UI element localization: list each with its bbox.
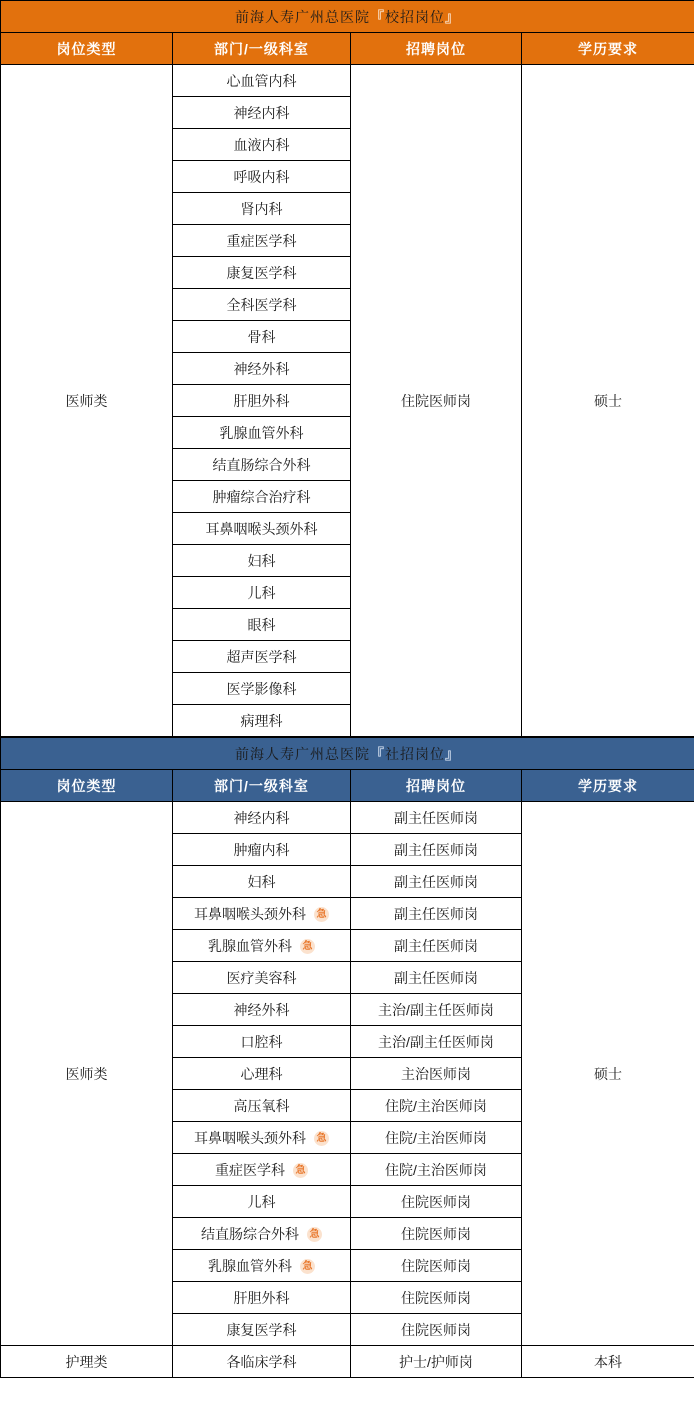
nursing-category-cell: 护理类 [1,1346,173,1378]
campus-section-title [1,1,694,33]
dept-label: 结直肠综合外科 [201,1225,299,1242]
social-dept-cell [173,834,351,866]
campus-dept-cell: 肝胆外科 [173,385,351,417]
social-title-row [1,738,694,770]
social-dept-cell [173,1250,351,1282]
social-position-cell: 副主任医师岗 [351,866,522,898]
social-position-cell: 副主任医师岗 [351,834,522,866]
campus-dept-cell: 肿瘤综合治疗科 [173,481,351,513]
dept-label: 医疗美容科 [226,969,297,986]
social-position-cell: 副主任医师岗 [351,802,522,834]
campus-category-cell: 医师类 [1,65,173,737]
campus-dept-cell: 神经内科 [173,97,351,129]
social-position-cell: 主治/副主任医师岗 [351,994,522,1026]
social-dept-cell [173,962,351,994]
dept-label: 乳腺血管外科 [208,937,292,954]
nursing-education-cell: 本科 [522,1346,694,1378]
urgent-badge-icon: 急 [300,1259,315,1274]
nursing-position-cell: 护士/护师岗 [351,1346,522,1378]
social-dept-cell [173,802,351,834]
dept-label: 口腔科 [240,1033,283,1050]
urgent-badge-icon: 急 [314,1131,329,1146]
campus-dept-cell: 重症医学科 [173,225,351,257]
campus-dept-cell: 全科医学科 [173,289,351,321]
urgent-badge-icon: 急 [314,907,329,922]
social-dept-cell [173,1314,351,1346]
urgent-badge-icon: 急 [300,939,315,954]
campus-title-row [1,1,694,33]
dept-label: 神经外科 [233,1001,290,1018]
social-dept-cell [173,1058,351,1090]
dept-label: 耳鼻咽喉头颈外科 [194,1129,306,1146]
nursing-dept-cell: 各临床学科 [173,1346,351,1378]
urgent-badge-icon: 急 [293,1163,308,1178]
social-position-cell: 副主任医师岗 [351,898,522,930]
social-position-cell: 住院医师岗 [351,1218,522,1250]
campus-dept-cell: 儿科 [173,577,351,609]
campus-dept-cell: 医学影像科 [173,673,351,705]
campus-dept-cell: 骨科 [173,321,351,353]
dept-label: 康复医学科 [226,1321,297,1338]
campus-col-education: 学历要求 [522,33,694,65]
dept-label: 乳腺血管外科 [208,1257,292,1274]
social-position-cell: 副主任医师岗 [351,930,522,962]
social-dept-cell [173,866,351,898]
social-dept-cell [173,1154,351,1186]
campus-title-label: 校招岗位 [385,8,445,25]
campus-dept-cell: 心血管内科 [173,65,351,97]
social-row [1,802,694,834]
social-position-cell: 住院医师岗 [351,1186,522,1218]
dept-label: 神经内科 [233,809,290,826]
social-dept-cell [173,898,351,930]
social-col-recruit-position: 招聘岗位 [351,770,522,802]
social-position-cell: 住院/主治医师岗 [351,1154,522,1186]
social-education-cell: 硕士 [522,802,694,1346]
social-position-cell: 主治医师岗 [351,1058,522,1090]
open-bracket: 『 [370,8,385,25]
campus-column-header-row [1,33,694,65]
campus-title-prefix: 前海人寿广州总医院 [235,8,370,25]
dept-label: 重症医学科 [215,1161,285,1178]
campus-table-body [1,65,694,737]
social-title-label: 社招岗位 [385,745,445,762]
social-title-prefix: 前海人寿广州总医院 [235,745,370,762]
campus-dept-cell: 神经外科 [173,353,351,385]
dept-label: 妇科 [247,873,276,890]
social-position-cell: 住院医师岗 [351,1250,522,1282]
campus-col-department: 部门/一级科室 [173,33,351,65]
campus-dept-cell: 病理科 [173,705,351,737]
campus-education-cell: 硕士 [522,65,694,737]
social-col-department: 部门/一级科室 [173,770,351,802]
social-dept-cell [173,930,351,962]
dept-label: 儿科 [247,1193,276,1210]
campus-position-cell: 住院医师岗 [351,65,522,737]
social-col-education: 学历要求 [522,770,694,802]
campus-col-recruit-position: 招聘岗位 [351,33,522,65]
social-dept-cell [173,1282,351,1314]
dept-label: 肿瘤内科 [233,841,290,858]
social-position-cell: 住院/主治医师岗 [351,1122,522,1154]
social-column-header-row [1,770,694,802]
dept-label: 耳鼻咽喉头颈外科 [194,905,306,922]
social-position-cell: 住院医师岗 [351,1282,522,1314]
social-dept-cell [173,1090,351,1122]
social-position-cell: 主治/副主任医师岗 [351,1026,522,1058]
social-position-cell: 住院/主治医师岗 [351,1090,522,1122]
open-bracket: 『 [370,745,385,762]
campus-dept-cell: 妇科 [173,545,351,577]
campus-row [1,65,694,97]
campus-col-position-type: 岗位类型 [1,33,173,65]
social-col-position-type: 岗位类型 [1,770,173,802]
dept-label: 心理科 [240,1065,283,1082]
social-recruitment-table [0,737,694,1378]
urgent-badge-icon: 急 [307,1227,322,1242]
campus-dept-cell: 乳腺血管外科 [173,417,351,449]
social-dept-cell [173,1186,351,1218]
close-bracket: 』 [445,8,460,25]
social-position-cell: 住院医师岗 [351,1314,522,1346]
nursing-row [1,1346,694,1378]
campus-dept-cell: 呼吸内科 [173,161,351,193]
campus-dept-cell: 血液内科 [173,129,351,161]
social-section-title [1,738,694,770]
dept-label: 高压氧科 [233,1097,290,1114]
social-position-cell: 副主任医师岗 [351,962,522,994]
campus-dept-cell: 超声医学科 [173,641,351,673]
social-dept-cell [173,1122,351,1154]
campus-dept-cell: 肾内科 [173,193,351,225]
social-dept-cell [173,994,351,1026]
campus-dept-cell: 耳鼻咽喉头颈外科 [173,513,351,545]
campus-dept-cell: 眼科 [173,609,351,641]
close-bracket: 』 [445,745,460,762]
social-dept-cell [173,1026,351,1058]
social-table-body [1,802,694,1378]
social-category-cell: 医师类 [1,802,173,1346]
social-dept-cell [173,1218,351,1250]
dept-label: 肝胆外科 [233,1289,290,1306]
campus-dept-cell: 结直肠综合外科 [173,449,351,481]
campus-dept-cell: 康复医学科 [173,257,351,289]
